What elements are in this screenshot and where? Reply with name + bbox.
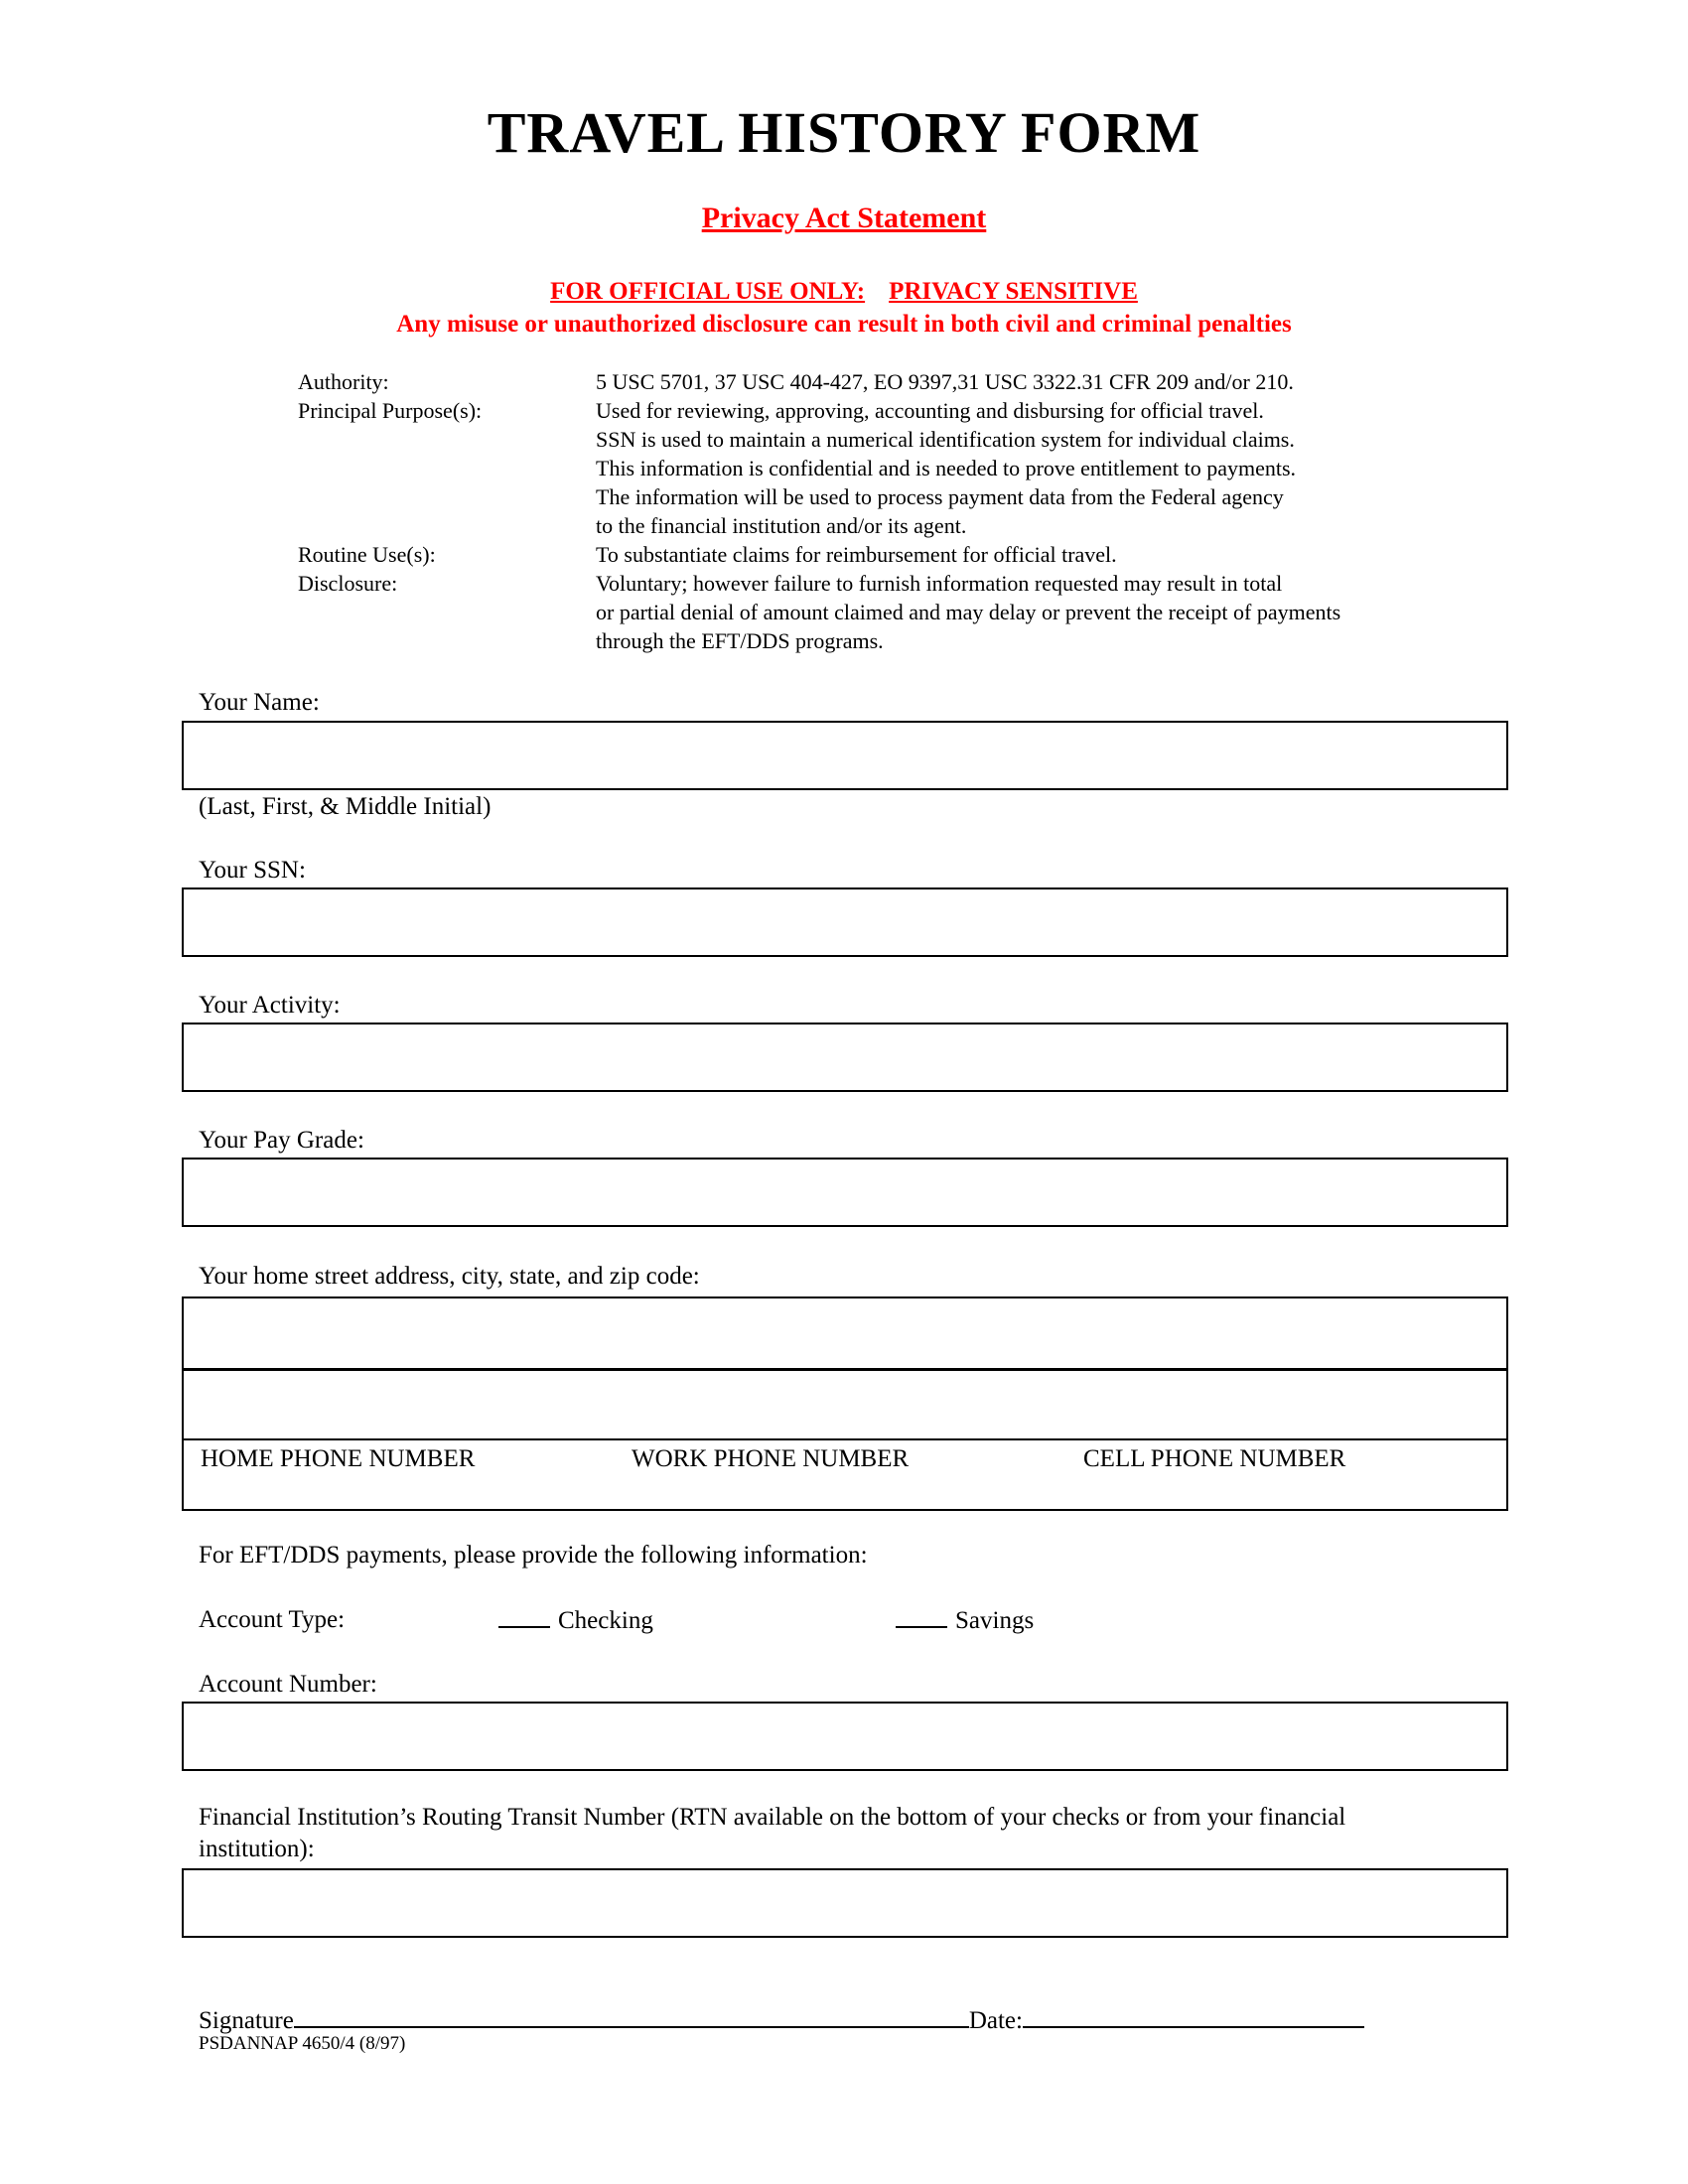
signature-line[interactable] (294, 2002, 969, 2028)
purpose-line: This information is confidential and is needed to prove entitlement to payments. (596, 456, 1297, 480)
routine-use-label: Routine Use(s): (298, 542, 436, 567)
authority-label: Authority: (298, 369, 389, 394)
purpose-label: Principal Purpose(s): (298, 398, 483, 423)
misuse-warning: Any misuse or unauthorized disclosure can result in both civil and criminal penalties (396, 311, 1292, 338)
ssn-input[interactable] (184, 889, 1506, 955)
work-phone-label[interactable]: WORK PHONE NUMBER (632, 1445, 910, 1472)
home-phone-label[interactable]: HOME PHONE NUMBER (201, 1445, 476, 1472)
ssn-field-box (182, 887, 1508, 957)
disclosure-line: Voluntary; however failure to furnish information requested may result in total (596, 571, 1283, 596)
eft-intro: For EFT/DDS payments, please provide the following information: (199, 1542, 868, 1569)
ssn-label: Your SSN: (199, 857, 306, 884)
fouo-label: FOR OFFICIAL USE ONLY: (550, 278, 866, 305)
disclosure-line: through the EFT/DDS programs. (596, 628, 884, 653)
address-line-2-input[interactable] (184, 1371, 1506, 1440)
activity-label: Your Activity: (199, 992, 341, 1019)
pay-grade-field-box (182, 1158, 1508, 1227)
address-label: Your home street address, city, state, and zip code: (199, 1263, 700, 1290)
address-phone-box (182, 1297, 1508, 1511)
address-line-1-input[interactable] (184, 1298, 1506, 1368)
account-number-field-box (182, 1702, 1508, 1771)
savings-label: Savings (955, 1607, 1035, 1634)
form-code: PSDANNAP 4650/4 (8/97) (199, 2033, 406, 2054)
privacy-sensitive-label: PRIVACY SENSITIVE (889, 278, 1138, 305)
address-line-1-row (184, 1298, 1506, 1368)
phone-divider (184, 1438, 1506, 1440)
name-input[interactable] (184, 723, 1506, 788)
name-field-box (182, 721, 1508, 790)
checking-option[interactable] (498, 1606, 653, 1635)
form-title: TRAVEL HISTORY FORM (487, 100, 1201, 165)
purpose-line: The information will be used to process payment data from the Federal agency (596, 484, 1284, 509)
authority-text: 5 USC 5701, 37 USC 404-427, EO 9397,31 USC 3322.31 CFR 209 and/or 210. (596, 369, 1294, 394)
signature-label: Signature (199, 2007, 294, 2034)
routine-use-text: To substantiate claims for reimbursement for official travel. (596, 542, 1117, 567)
checking-blank[interactable] (498, 1606, 550, 1628)
rtn-input[interactable] (184, 1870, 1506, 1936)
rtn-label-line-1: Financial Institution’s Routing Transit Number (RTN available on the bottom of your checks or from your financial (199, 1804, 1346, 1831)
purpose-line: Used for reviewing, approving, accounting and disbursing for official travel. (596, 398, 1264, 423)
purpose-line: to the financial institution and/or its agent. (596, 513, 967, 538)
account-type-label: Account Type: (199, 1606, 346, 1633)
activity-field-box (182, 1023, 1508, 1092)
date-label: Date: (968, 2007, 1023, 2034)
account-number-label: Account Number: (199, 1671, 377, 1698)
privacy-act-heading: Privacy Act Statement (701, 202, 987, 234)
name-label: Your Name: (199, 689, 320, 716)
disclosure-line: or partial denial of amount claimed and may delay or prevent the receipt of payments (596, 600, 1341, 624)
rtn-label-line-2: institution): (199, 1836, 315, 1862)
activity-input[interactable] (184, 1024, 1506, 1090)
cell-phone-label[interactable]: CELL PHONE NUMBER (1083, 1445, 1346, 1472)
official-use-warning (0, 278, 1688, 306)
pay-grade-label: Your Pay Grade: (199, 1127, 364, 1154)
disclosure-label: Disclosure: (298, 571, 398, 596)
address-line-2-row (184, 1371, 1506, 1440)
savings-option[interactable] (896, 1606, 1034, 1635)
savings-blank[interactable] (896, 1606, 947, 1628)
name-hint: (Last, First, & Middle Initial) (199, 793, 492, 820)
account-number-input[interactable] (184, 1704, 1506, 1769)
pay-grade-input[interactable] (184, 1160, 1506, 1225)
checking-label: Checking (558, 1607, 653, 1634)
signature-row (199, 2002, 1364, 2035)
date-line[interactable] (1023, 2002, 1364, 2028)
purpose-line: SSN is used to maintain a numerical identification system for individual claims. (596, 427, 1295, 452)
rtn-field-box (182, 1868, 1508, 1938)
